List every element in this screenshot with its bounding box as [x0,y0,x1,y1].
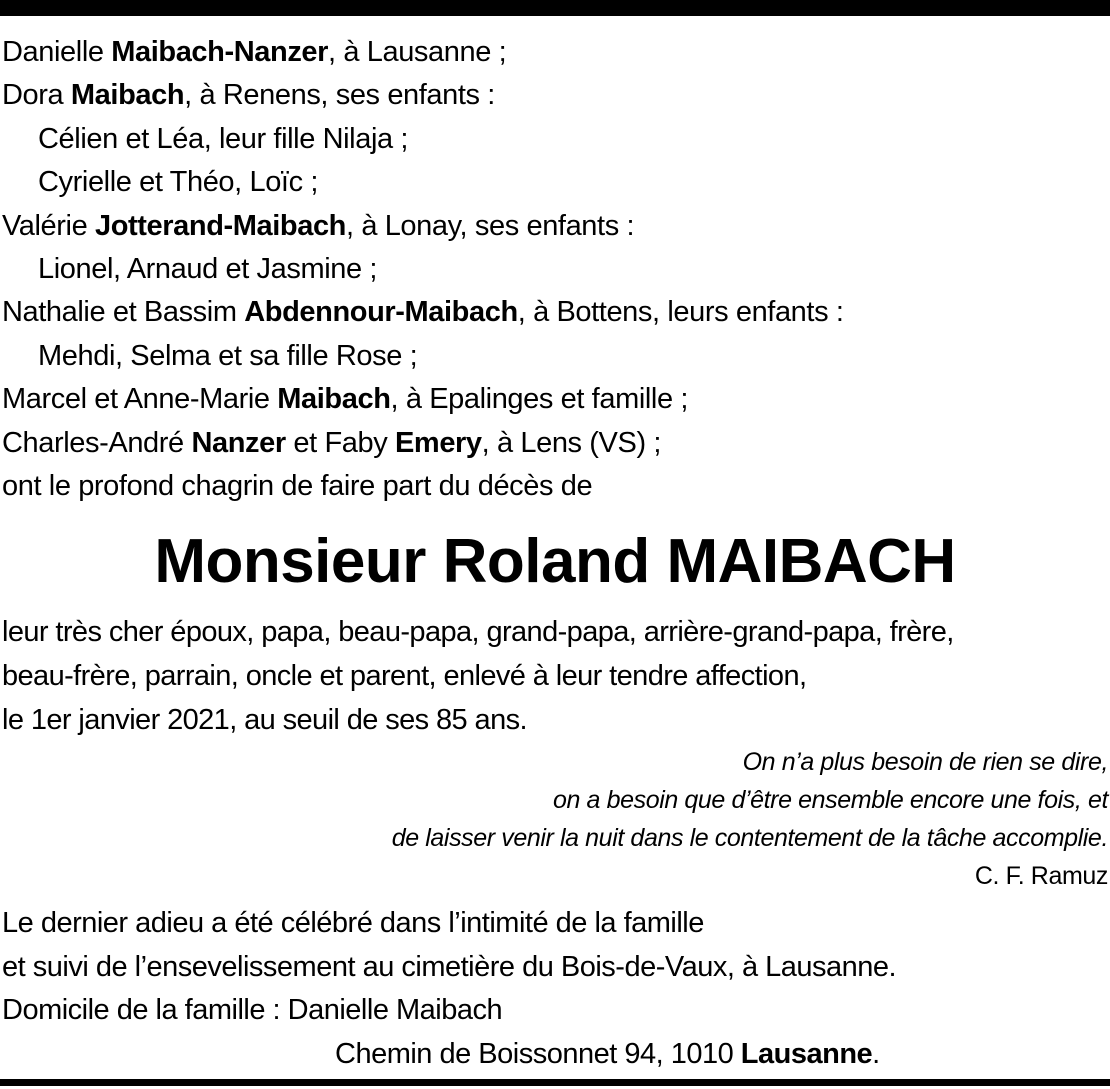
quote-line: On n’a plus besoin de rien se dire, [742,748,1108,776]
family-list [2,31,1102,508]
description-line: leur très cher époux, papa, beau-papa, grand-papa, arrière-grand-papa, frère, [2,616,954,648]
family-line: Charles-André Nanzer et Faby Emery, à Lens (VS) ; [2,426,662,459]
description-line: le 1er janvier 2021, au seuil de ses 85 ans. [2,704,527,736]
funeral-info [2,902,1108,1076]
quote-author: C. F. Ramuz [974,862,1108,890]
family-line: Dora Maibach, à Renens, ses enfants : [2,79,495,112]
family-address: Chemin de Boissonnet 94, 1010 Lausanne. [335,1037,880,1070]
family-domicile: Domicile de la famille : Danielle Maibach [2,994,503,1026]
family-line: Marcel et Anne-Marie Maibach, à Epalinges et famille ; [2,383,689,416]
family-line-child: Cyrielle et Théo, Loïc ; [38,166,319,199]
family-line-child: Célien et Léa, leur fille Nilaja ; [38,122,409,155]
deceased-name: Monsieur Roland MAIBACH [154,527,956,596]
family-line-child: Mehdi, Selma et sa fille Rose ; [38,339,418,372]
funeral-line: Le dernier adieu a été célébré dans l’intimité de la famille [2,907,704,939]
quote-line: on a besoin que d’être ensemble encore une fois, et [553,786,1108,814]
top-rule [0,0,1110,16]
family-line: Danielle Maibach-Nanzer, à Lausanne ; [2,36,507,68]
family-line-child: Lionel, Arnaud et Jasmine ; [38,253,378,286]
family-line: Valérie Jotterand-Maibach, à Lonay, ses enfants : [2,209,635,242]
quote [108,743,1108,895]
family-line: Nathalie et Bassim Abdennour-Maibach, à Bottens, leurs enfants : [2,296,844,329]
quote-line: de laisser venir la nuit dans le contentement de la tâche accomplie. [391,824,1108,852]
description [2,610,1108,742]
announcement-line: ont le profond chagrin de faire part du décès de [2,470,593,503]
bottom-rule [0,1079,1110,1086]
description-line: beau-frère, parrain, oncle et parent, enlevé à leur tendre affection, [2,660,807,692]
funeral-line: et suivi de l’ensevelissement au cimetière du Bois-de-Vaux, à Lausanne. [2,950,897,983]
